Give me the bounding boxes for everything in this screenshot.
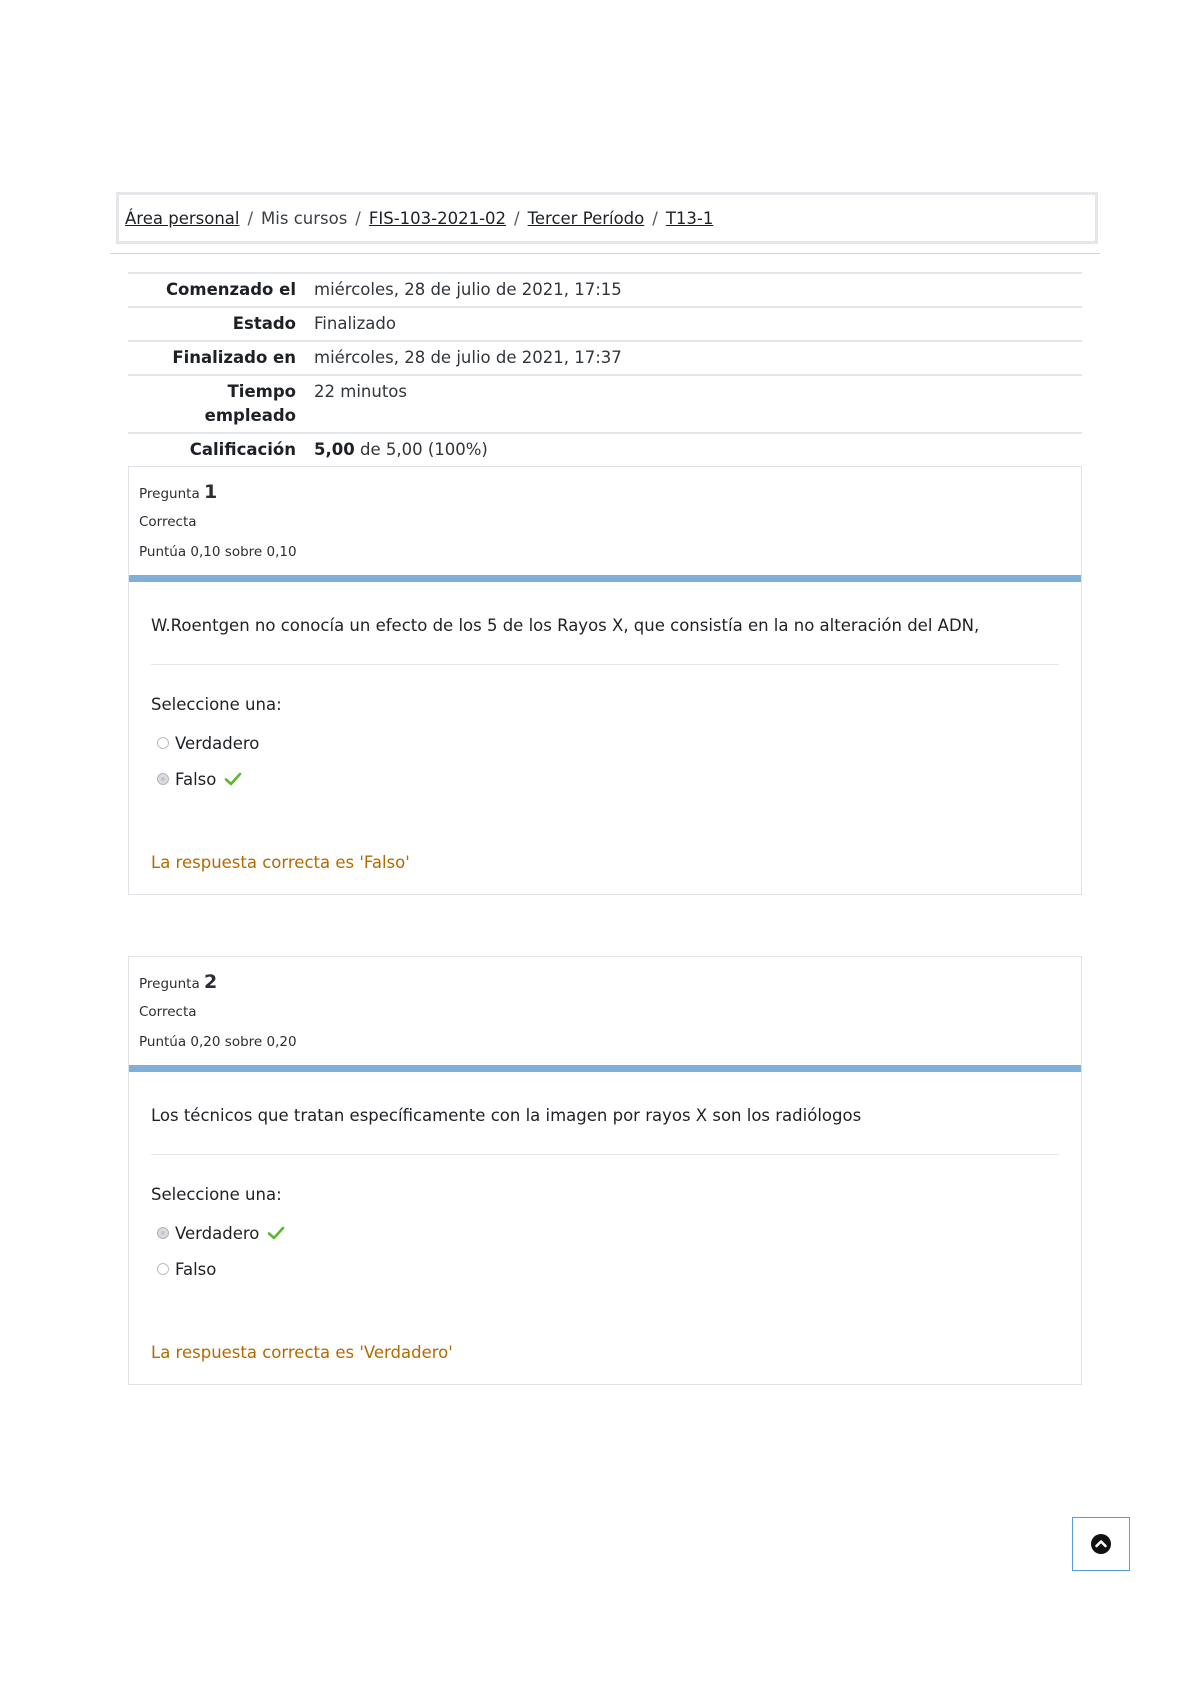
summary-label: Calificación [189,440,296,459]
breadcrumb-link-quiz[interactable]: T13-1 [665,208,714,228]
summary-row-finished [128,340,1082,374]
question-prefix: Pregunta [139,976,200,992]
back-to-top-button[interactable] [1072,1517,1130,1571]
breadcrumb-link-period[interactable]: Tercer Período [527,208,645,228]
answer-prompt: Seleccione una: [151,695,282,714]
breadcrumb-separator: / [514,208,520,228]
breadcrumb [116,192,1098,244]
question-text: Los técnicos que tratan específicamente con la imagen por rayos X son los radiólogos [151,1106,862,1125]
question-content [128,1072,1082,1315]
answer-option-label: Verdadero [175,1223,260,1243]
question-status: Correcta [139,1004,197,1020]
question-info [129,467,1081,575]
check-icon [267,1226,285,1240]
summary-value: miércoles, 28 de julio de 2021, 17:37 [314,348,622,367]
answer-option-label: Verdadero [175,733,260,753]
summary-value: 22 minutos [314,382,407,401]
summary-row-started [128,272,1082,306]
summary-row-grade [128,432,1082,466]
answer-option-falso[interactable] [151,761,1059,797]
breadcrumb-separator: / [247,208,254,228]
summary-value [296,434,488,466]
summary-label [128,376,296,432]
question-number [139,477,1071,507]
radio-button[interactable] [157,1263,169,1275]
chevron-up-circle-icon [1090,1533,1112,1555]
breadcrumb-separator: / [652,208,658,228]
question-number-value: 2 [204,971,218,993]
question-card-1 [128,466,1082,895]
radio-button-selected[interactable] [157,1227,169,1239]
question-feedback: La respuesta correcta es 'Falso' [151,853,410,872]
answer-option-label: Falso [175,1259,217,1279]
grade-total: de 5,00 (100%) [359,440,488,459]
question-status: Correcta [139,514,197,530]
answer-option-falso[interactable] [151,1251,1059,1287]
summary-row-state [128,306,1082,340]
question-info-bar [129,1065,1081,1072]
breadcrumb-link-area-personal[interactable]: Área personal [125,208,240,228]
answer-option-verdadero[interactable] [151,1215,1059,1251]
radio-button-selected[interactable] [157,773,169,785]
question-info-bar [129,575,1081,582]
question-text: W.Roentgen no conocía un efecto de los 5 de los Rayos X, que consistía en la no alteración del ADN, [151,616,980,635]
summary-value: Finalizado [314,314,396,333]
question-points: Puntúa 0,20 sobre 0,20 [139,1034,297,1050]
grade-score: 5,00 [314,440,355,459]
answer-option-verdadero[interactable] [151,725,1059,761]
attempt-summary-table [128,272,1082,466]
summary-label-line: empleado [204,406,296,425]
header-divider [110,253,1100,254]
answer-prompt: Seleccione una: [151,1185,282,1204]
question-prefix: Pregunta [139,486,200,502]
radio-button[interactable] [157,737,169,749]
summary-label: Comenzado el [165,280,296,299]
answer-option-label: Falso [175,769,217,789]
check-icon [224,772,242,786]
question-card-2 [128,956,1082,1385]
breadcrumb-separator: / [355,208,361,228]
question-number [139,967,1071,997]
summary-label: Estado [232,314,296,333]
breadcrumb-item-mis-cursos: Mis cursos [261,208,348,228]
summary-row-time [128,374,1082,432]
breadcrumb-link-course[interactable]: FIS-103-2021-02 [368,208,507,228]
summary-label: Finalizado en [172,348,296,367]
question-number-value: 1 [204,481,218,503]
question-content [128,582,1082,825]
summary-label-line: Tiempo [227,382,296,401]
summary-value: miércoles, 28 de julio de 2021, 17:15 [314,280,622,299]
question-info [129,957,1081,1065]
question-feedback: La respuesta correcta es 'Verdadero' [151,1343,453,1362]
question-points: Puntúa 0,10 sobre 0,10 [139,544,297,560]
